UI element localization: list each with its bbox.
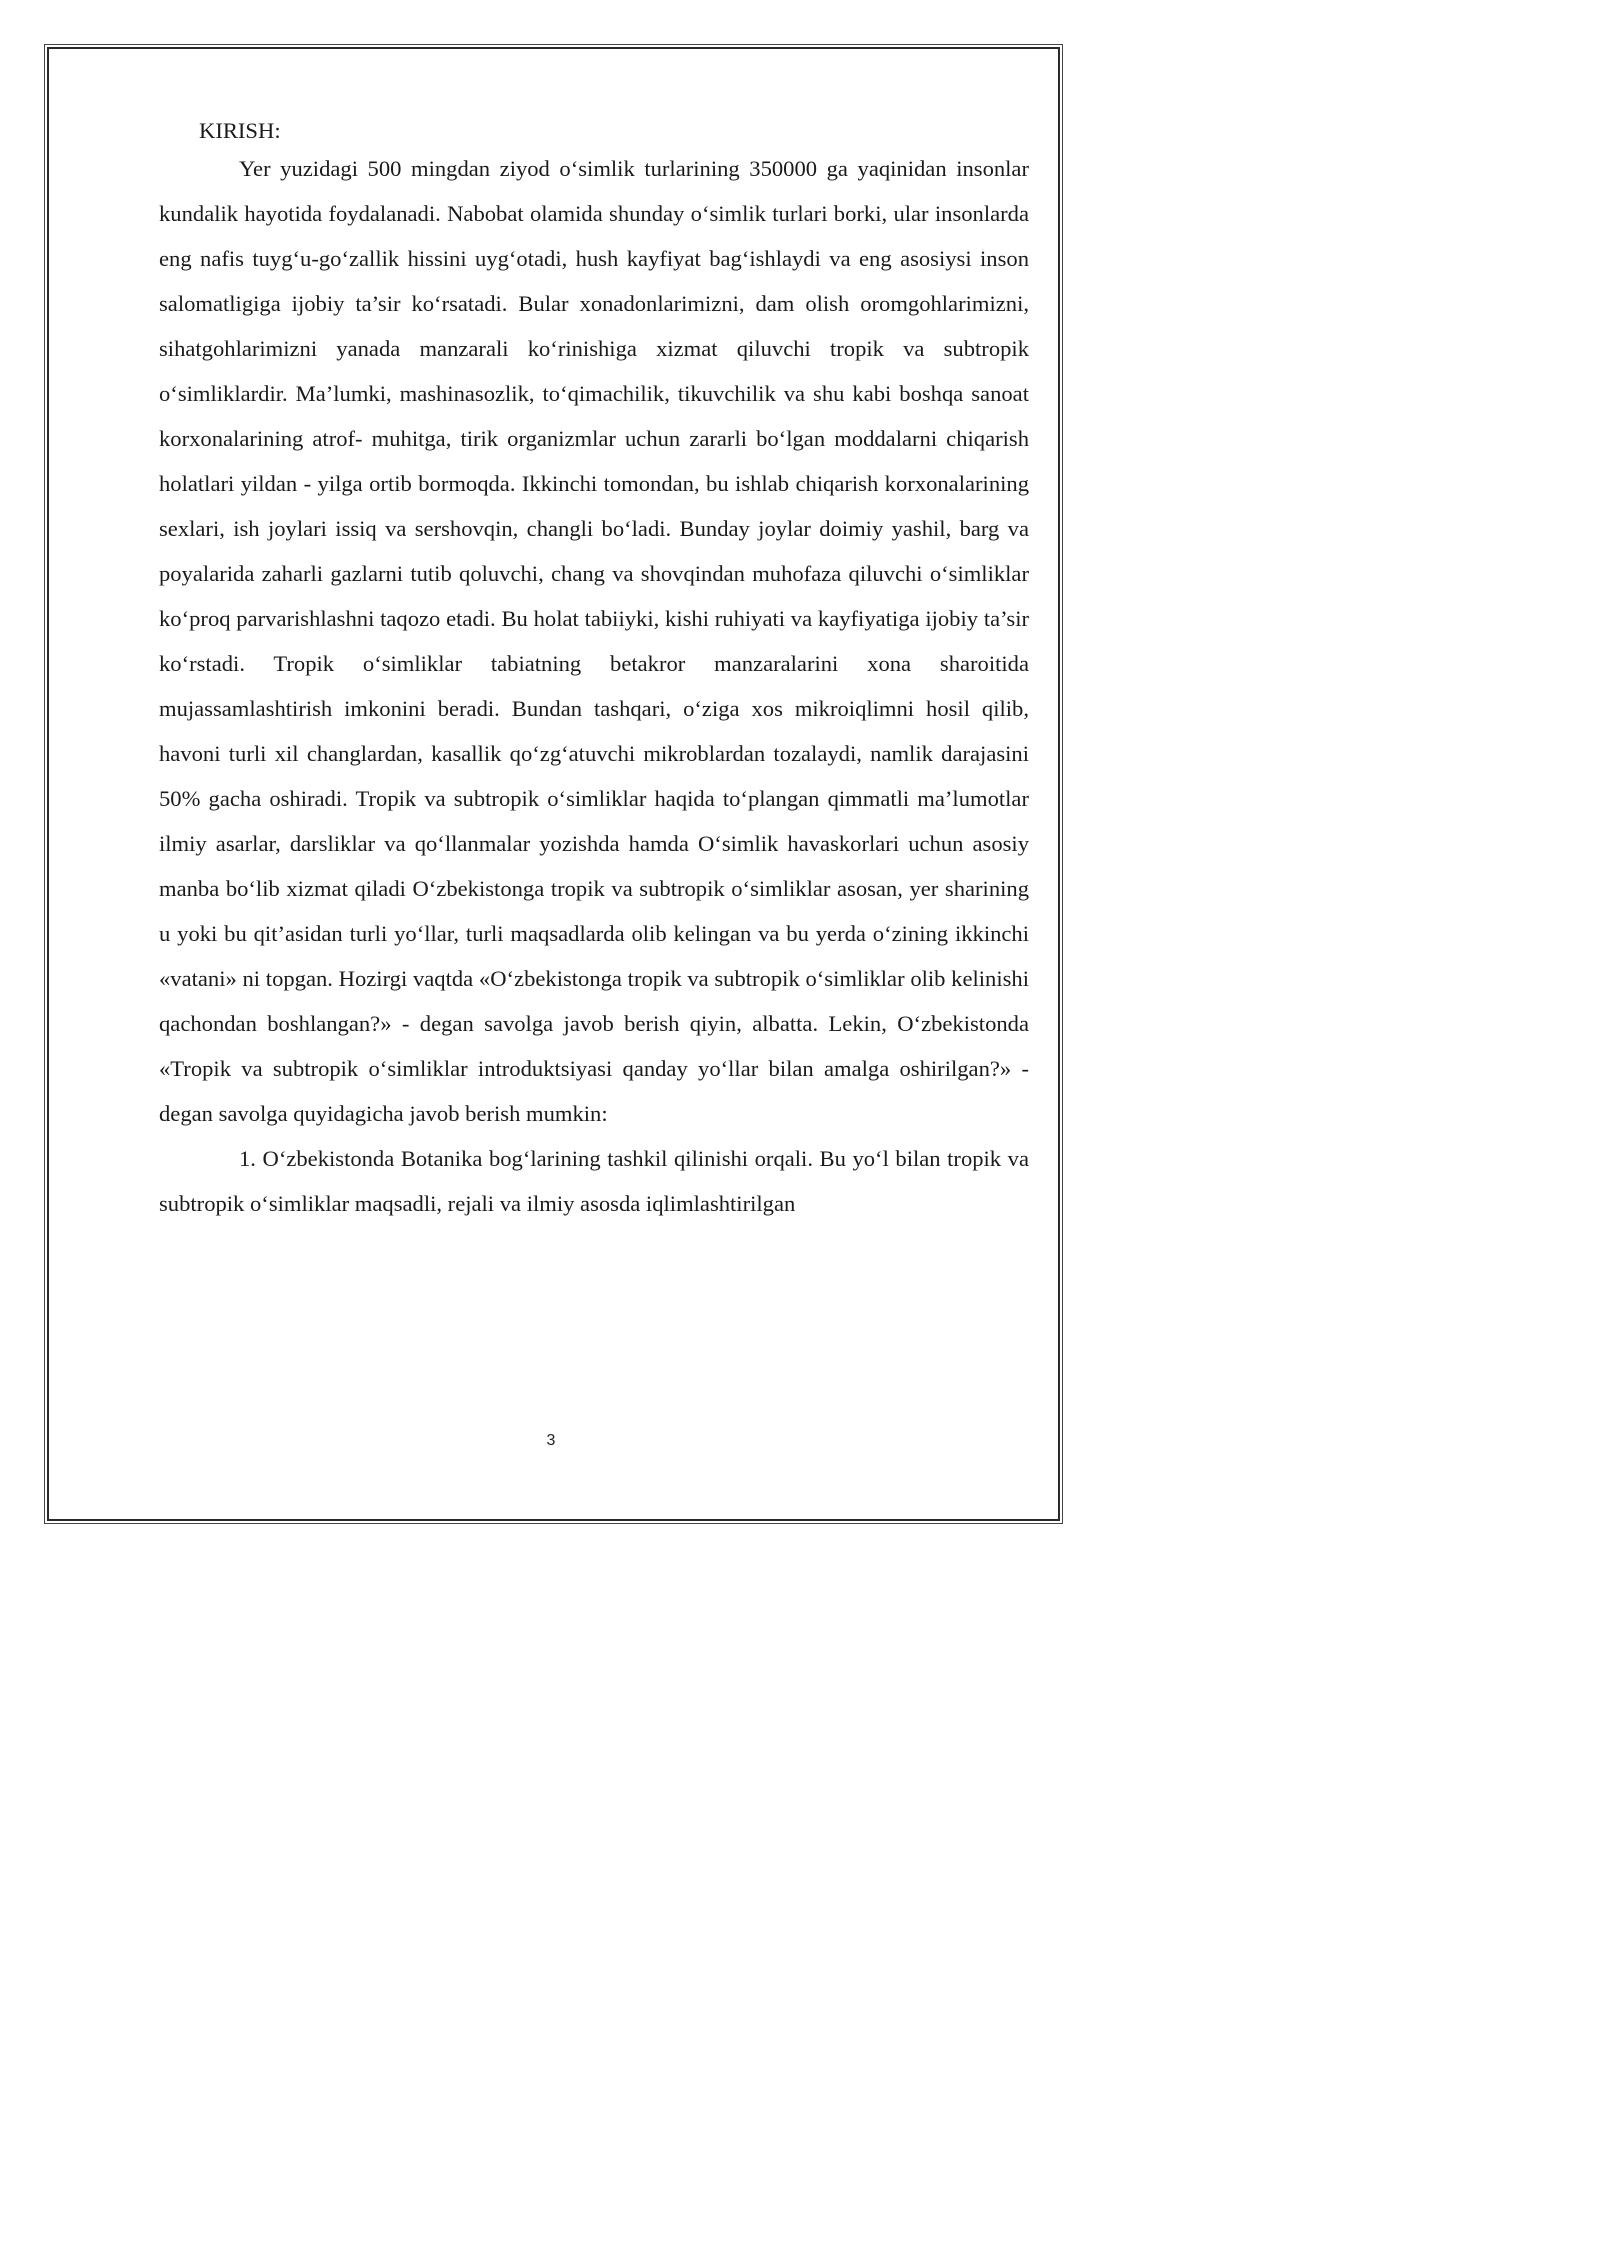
section-heading: KIRISH: (199, 118, 281, 143)
page-number: 3 (546, 1432, 556, 1449)
paragraph-intro: Yer yuzidagi 500 mingdan ziyod o‘simlik turlarining 350000 ga yaqinidan insonlar kundalik hayotida foydalanadi. Nabobat olamida shunday o‘simlik turlari borki, ular insonlarda eng nafis tuyg‘u-go‘zallik hissini uyg‘otadi, hush kayfiyat bag‘ishlaydi va eng asosiysi inson salomatligiga ijobiy ta’sir ko‘rsatadi. Bular xonadonlarimizni, dam olish oromgohlarimizni, sihatgohlarimizni yanada manzarali ko‘rinishiga xizmat qiluvchi tropik va subtropik o‘simliklardir. Ma’lumki, mashinasozlik, to‘qimachilik, tikuvchilik va shu kabi boshqa sanoat korxonalarining atrof- muhitga, tirik organizmlar uchun zararli bo‘lgan moddalarni chiqarish holatlari yildan - yilga ortib bormoqda. Ikkinchi tomondan, bu ishlab chiqarish korxonalarining sexlari, ish joylari issiq va sershovqin, changli bo‘ladi. Bunday joylar doimiy yashil, barg va poyalarida zaharli gazlarni tutib qoluvchi, chang va shovqindan muhofaza qiluvchi o‘simliklar ko‘proq parvarishlashni taqozo etadi. Bu holat tabiiyki, kishi ruhiyati va kayfiyatiga ijobiy ta’sir ko‘rstadi. Tropik o‘simliklar tabiatning betakror manzaralarini xona sharoitida mujassamlashtirish imkonini beradi. Bundan tashqari, o‘ziga xos mikroiqlimni hosil qilib, havoni turli xil changlardan, kasallik qo‘zg‘atuvchi mikroblardan tozalaydi, namlik darajasini 50% gacha oshiradi. Tropik va subtropik o‘simliklar haqida to‘plangan qimmatli ma’lumotlar ilmiy asarlar, darsliklar va qo‘llanmalar yozishda hamda O‘simlik havaskorlari uchun asosiy manba bo‘lib xizmat qiladi O‘zbekistonga tropik va subtropik o‘simliklar asosan, yer sharining u yoki bu qit’asidan turli yo‘llar, turli maqsadlarda olib kelingan va bu yerda o‘zining ikkinchi «vatani» ni topgan. Hozirgi vaqtda «O‘zbekistonga tropik va subtropik o‘simliklar olib kelinishi qachondan boshlangan?» - degan savolga javob berish qiyin, albatta. Lekin, O‘zbekistonda «Tropik va subtropik o‘simliklar introduktsiyasi qanday yo‘llar bilan amalga oshirilgan?» - degan savolga quyidagicha javob berish mumkin: (159, 156, 1029, 1126)
paragraph-list-item-1: 1. O‘zbekistonda Botanika bog‘larining tashkil qilinishi orqali. Bu yo‘l bilan tropik va subtropik o‘simliklar maqsadli, rejali va ilmiy asosda iqlimlashtirilgan (159, 1146, 1029, 1216)
document-page (159, 116, 1029, 1226)
